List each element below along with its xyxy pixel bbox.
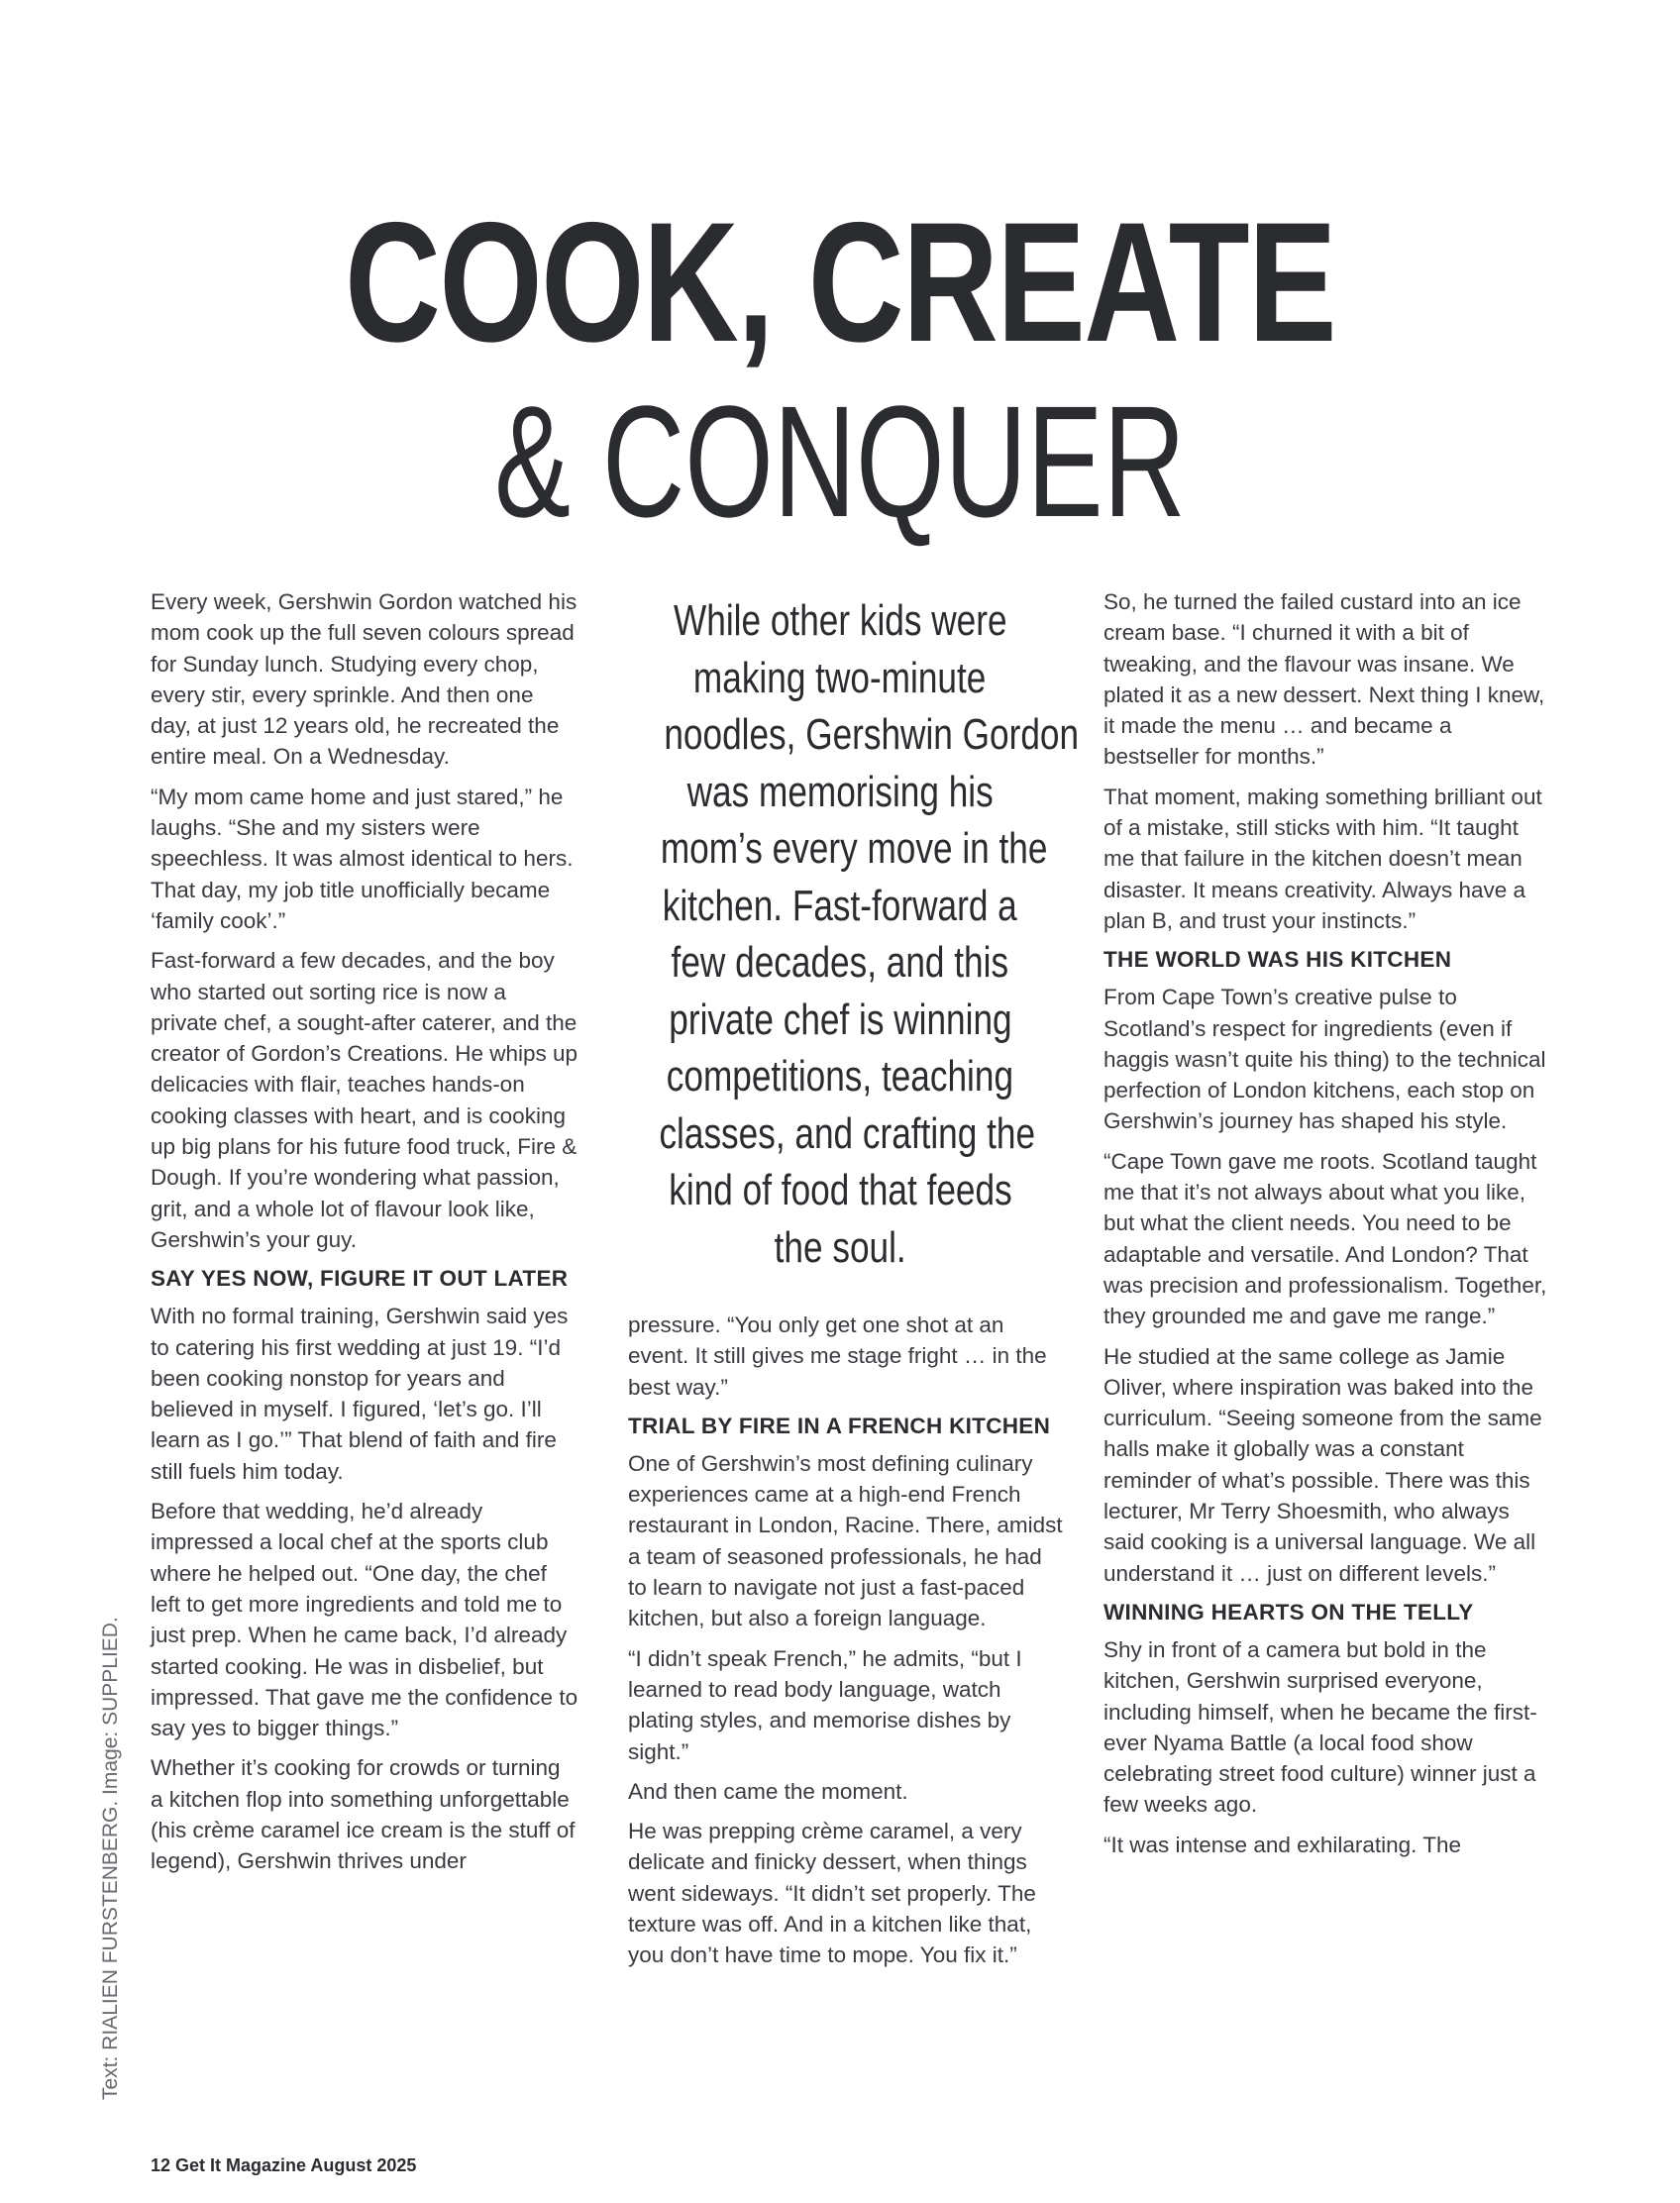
pull-quote xyxy=(612,592,1080,1276)
pull-quote-line: kitchen. Fast-forward a xyxy=(663,881,1017,930)
section-heading: TRIAL BY FIRE IN A FRENCH KITCHEN xyxy=(628,1413,1051,1438)
paragraph: Whether it’s cooking for crowds or turning a kitchen flop into something unforgettable (his crème caramel ice cream is the stuff of legend), Gershwin thrives under xyxy=(151,1755,576,1874)
pull-quote-line: noodles, Gershwin Gordon xyxy=(664,710,1080,759)
paragraph: And then came the moment. xyxy=(628,1778,908,1804)
paragraph: Shy in front of a camera but bold in the kitchen, Gershwin surprised everyone, including himself, when he became the first-ever Nyama Battle (a local food show celebrating street food culture) winner just a few weeks ago. xyxy=(1103,1636,1537,1818)
column-3 xyxy=(1103,586,1551,1869)
paragraph: He was prepping crème caramel, a very delicate and finicky dessert, when things went sideways. “It didn’t set properly. The texture was off. And in a kitchen like that, you don’t have time to mope. You fix it.” xyxy=(628,1819,1036,1968)
pull-quote-line: kind of food that feeds xyxy=(668,1166,1012,1214)
pull-quote-line: mom’s every move in the xyxy=(660,824,1048,873)
headline-main: COOK, CREATE xyxy=(345,187,1335,377)
pull-quote-line: few decades, and this xyxy=(671,938,1009,987)
paragraph: “I didn’t speak French,” he admits, “but I learned to read body language, watch plating styles, and memorise dishes by sight.” xyxy=(628,1645,1022,1764)
pull-quote-line: private chef is winning xyxy=(668,995,1012,1044)
headline-sub: & CONQUER xyxy=(494,372,1186,550)
column-2 xyxy=(628,1310,1064,1980)
paragraph: “Cape Town gave me roots. Scotland taught me that it’s not always about what you like, but what the client needs. You need to be adaptable and versatile. And London? That was precision and professionalism. Together, they grounded me and gave me range.” xyxy=(1103,1148,1547,1329)
paragraph: From Cape Town’s creative pulse to Scotland’s respect for ingredients (even if haggis wasn’t quite his thing) to the technical perfection of London kitchens, each stop on Gershwin’s journey has shaped his style. xyxy=(1103,985,1546,1134)
column-1 xyxy=(151,586,578,1886)
section-heading: WINNING HEARTS ON THE TELLY xyxy=(1103,1599,1474,1625)
paragraph: “It was intense and exhilarating. The xyxy=(1103,1832,1462,1857)
pull-quote-line: the soul. xyxy=(774,1222,906,1272)
photo-credit: Text: RIALIEN FURSTENBERG. Image: SUPPLIED. xyxy=(99,1617,122,2100)
paragraph: So, he turned the failed custard into an ice cream base. “I churned it with a bit of tweaking, and the flavour was insane. We plated it as a new dessert. Next thing I knew, it made the menu … and became a bestseller for months.” xyxy=(1103,589,1545,770)
section-heading: SAY YES NOW, FIGURE IT OUT LATER xyxy=(151,1266,569,1292)
paragraph: That moment, making something brilliant out of a mistake, still sticks with him. “It taught me that failure in the kitchen doesn’t mean disaster. It means creativity. Always have a plan B, and trust your instincts.” xyxy=(1103,784,1542,933)
paragraph: He studied at the same college as Jamie Oliver, where inspiration was baked into the curriculum. “Seeing someone from the same halls make it globally was a constant reminder of what’s possible. There was this lecturer, Mr Terry Shoesmith, who always said cooking is a universal language. We all understand it … just on different levels.” xyxy=(1103,1343,1542,1586)
paragraph: One of Gershwin’s most defining culinary experiences came at a high-end French restaurant in London, Racine. There, amidst a team of seasoned professionals, he had to learn to navigate not just a fast-paced kitchen, but also a foreign language. xyxy=(628,1450,1063,1631)
pull-quote-line: competitions, teaching xyxy=(666,1052,1014,1101)
pull-quote-line: was memorising his xyxy=(686,767,994,816)
paragraph: With no formal training, Gershwin said yes to catering his first wedding at just 19. “I’d been cooking nonstop for years and believed in myself. I figured, ‘let’s go. I’ll learn as I go.’” That blend of faith and fire still fuels him today. xyxy=(151,1304,569,1484)
section-heading: THE WORLD WAS HIS KITCHEN xyxy=(1103,947,1452,973)
paragraph: “My mom came home and just stared,” he laughs. “She and my sisters were speechless. It was almost identical to hers. That day, my job title unofficially became ‘family cook’.” xyxy=(151,784,574,933)
paragraph: Fast-forward a few decades, and the boy who started out sorting rice is now a private chef, a sought-after caterer, and the creator of Gordon’s Creations. He whips up delicacies with flair, teaches hands-on cooking classes with heart, and is cooking up big plans for his future food truck, Fire & Dough. If you’re wondering what passion, grit, and a whole lot of flavour look like, Gershwin’s your guy. xyxy=(151,948,578,1252)
pull-quote-line: making two-minute xyxy=(693,653,987,702)
paragraph: pressure. “You only get one shot at an event. It still gives me stage fright … in the best way.” xyxy=(628,1312,1047,1400)
page-footer: 12 Get It Magazine August 2025 xyxy=(151,2155,417,2175)
paragraph: Every week, Gershwin Gordon watched his mom cook up the full seven colours spread for Sunday lunch. Studying every chop, every stir, every sprinkle. And then one day, at just 12 years old, he recreated the entire meal. On a Wednesday. xyxy=(151,589,578,770)
pull-quote-line: While other kids were xyxy=(673,596,1007,645)
paragraph: Before that wedding, he’d already impressed a local chef at the sports club where he helped out. “One day, the chef left to get more ingredients and told me to just prep. When he came back, I’d already started cooking. He was in disbelief, but impressed. That gave me the confidence to say yes to bigger things.” xyxy=(151,1499,578,1741)
article-headline xyxy=(0,187,1680,550)
pull-quote-line: classes, and crafting the xyxy=(659,1108,1036,1158)
